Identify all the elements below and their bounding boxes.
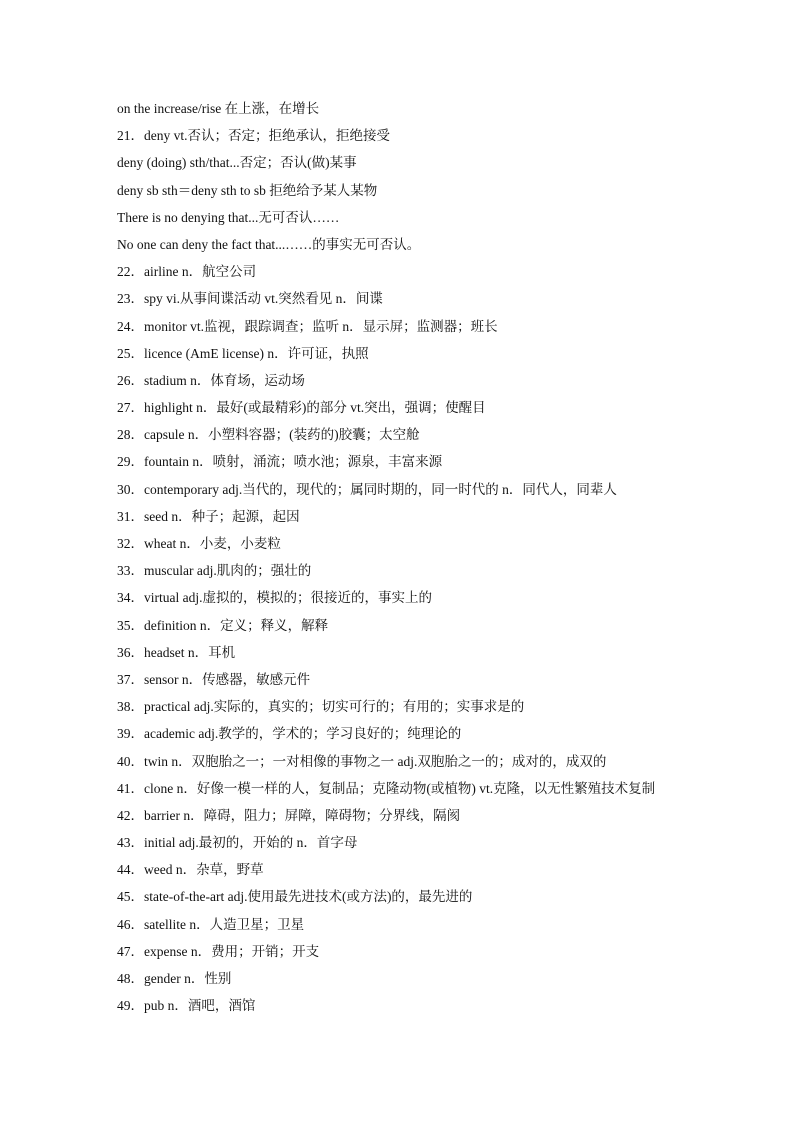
vocabulary-line: 39．academic adj.教学的，学术的；学习良好的；纯理论的 [117, 726, 462, 742]
vocabulary-list [117, 95, 737, 1019]
vocabulary-line: 22．airline n．航空公司 [117, 264, 257, 280]
vocabulary-line: on the increase/rise 在上涨，在增长 [117, 101, 320, 116]
vocabulary-line: 46．satellite n．人造卫星；卫星 [117, 916, 305, 932]
vocabulary-line: 40．twin n．双胞胎之一；一对相像的事物之一 adj.双胞胎之一的；成对的，成双的 [117, 753, 607, 769]
vocabulary-line: 41．clone n．好像一模一样的人，复制品；克隆动物(或植物) vt.克隆，以无性繁殖技术复制 [117, 780, 656, 796]
vocabulary-line: 31．seed n．种子；起源，起因 [117, 508, 300, 524]
vocabulary-line: 28．capsule n．小塑料容器；(装药的)胶囊；太空舱 [117, 427, 420, 443]
vocabulary-line: There is no denying that...无可否认…… [117, 209, 340, 225]
vocabulary-line: 43．initial adj.最初的，开始的 n．首字母 [117, 835, 358, 851]
vocabulary-line: 32．wheat n．小麦，小麦粒 [117, 536, 281, 551]
vocabulary-line: 38．practical adj.实际的，真实的；切实可行的；有用的；实事求是的 [117, 699, 525, 715]
vocabulary-line: No one can deny the fact that...……的事实无可否认。 [117, 236, 421, 252]
vocabulary-line: 24．monitor vt.监视，跟踪调查；监听 n．显示屏；监测器；班长 [117, 318, 498, 334]
vocabulary-line: 36．headset n．耳机 [117, 644, 236, 660]
vocabulary-line: 27．highlight n．最好(或最精彩)的部分 vt.突出，强调；使醒目 [117, 400, 486, 416]
vocabulary-line: 26．stadium n．体育场，运动场 [117, 372, 305, 388]
vocabulary-line: deny sb sth＝deny sth to sb 拒绝给予某人某物 [117, 182, 378, 198]
vocabulary-line: 25．licence (AmE license) n．许可证，执照 [117, 345, 369, 361]
vocabulary-line: 49．pub n．酒吧，酒馆 [117, 998, 256, 1014]
vocabulary-line: 23．spy vi.从事间谍活动 vt.突然看见 n．间谍 [117, 291, 383, 307]
vocabulary-line: 29．fountain n．喷射，涌流；喷水池；源泉，丰富来源 [117, 454, 443, 470]
vocabulary-line: 30．contemporary adj.当代的，现代的；属同时期的，同一时代的 n．同代人，同辈人 [117, 481, 617, 497]
vocabulary-line: 37．sensor n．传感器，敏感元件 [117, 671, 311, 687]
vocabulary-line: 35．definition n．定义；释义，解释 [117, 617, 329, 633]
vocabulary-line: 45．state-of-the-art adj.使用最先进技术(或方法)的，最先进的 [117, 889, 473, 905]
vocabulary-line: 44．weed n．杂草，野草 [117, 862, 264, 878]
vocabulary-line: 33．muscular adj.肌肉的；强壮的 [117, 563, 312, 579]
vocabulary-line: 47．expense n．费用；开销；开支 [117, 943, 320, 959]
vocabulary-line: 34．virtual adj.虚拟的，模拟的；很接近的，事实上的 [117, 590, 432, 606]
vocabulary-line: 48．gender n．性别 [117, 971, 232, 986]
vocabulary-line: 42．barrier n．障碍，阻力；屏障，障碍物；分界线，隔阂 [117, 807, 461, 823]
vocabulary-line: deny (doing) sth/that...否定；否认(做)某事 [117, 155, 357, 171]
vocabulary-line: 21．deny vt.否认；否定；拒绝承认，拒绝接受 [117, 128, 390, 144]
